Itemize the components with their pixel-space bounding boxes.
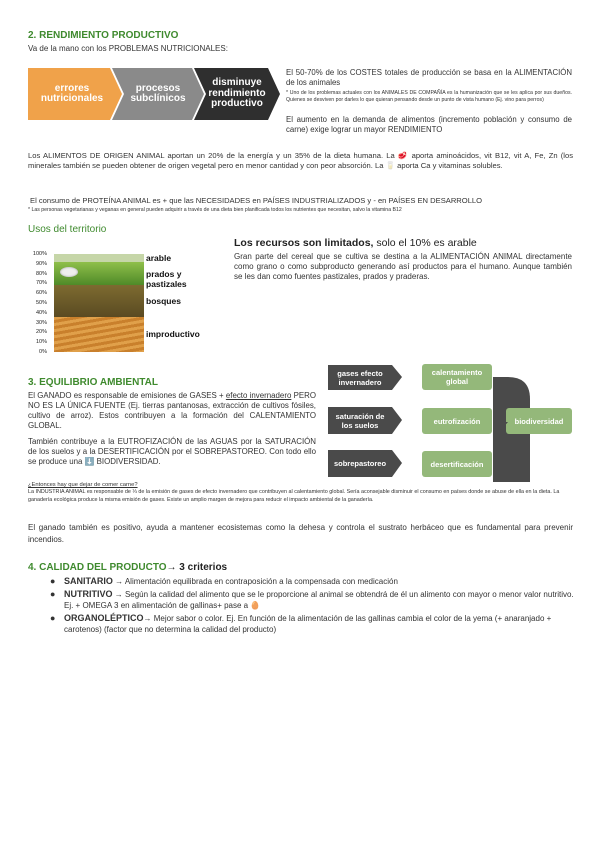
flow-disminuye: disminuye rendimiento productivo — [208, 77, 266, 110]
territory-layer-label: improductivo — [146, 329, 200, 340]
y-tick-label: 20% — [35, 329, 47, 336]
territory-layer-label: prados y pastizales — [146, 268, 187, 289]
gases-text-b: PERO NO ES LA ÚNICA FUENTE (Ej. tierras pantanosas, extracción de cultivos fósiles, cultivo de arroz). Estos contribuyen a la formación del CALENTAMIENTO GLOBAL. — [28, 391, 316, 430]
diagram-eutrofizacion: eutrofización — [433, 416, 481, 426]
territory-heading-rest: solo el 10% es arable — [373, 237, 477, 249]
criteria-name: NUTRITIVO — [64, 588, 113, 599]
territory-layer-label: arable — [146, 252, 172, 263]
criteria-text: → Según la calidad del alimento que se le proporcione al animal se obtendrá de él un alimento con mayor o menor valor nutritivo. Ej. + OMEGA 3 en alimentación de gallinas+ pase a 🥚 — [64, 589, 574, 610]
territory-title: Usos del territorio — [28, 224, 107, 235]
criteria-name: SANITARIO — [64, 576, 113, 586]
costes-text: El 50-70% de los COSTES totales de producción se basa en la ALIMENTACIÓN de los animales — [286, 68, 572, 87]
diagram-calentamiento: calentamiento global — [431, 368, 483, 386]
positive-text: El ganado también es positivo, ayuda a mantener ecosistemas como la dehesa y controla el sustrato herbáceo que es fundamental para prevenir incendios. — [28, 523, 573, 544]
flow-procesos: procesos subclínicos — [130, 82, 186, 104]
companion-note: * Uno de los problemas actuales con los ANIMALES DE COMPAÑÍA es la humanización que se les aplica por sus dueños. Quienes se desviven por darles lo que quieran pensando desde un punto de vista humano (Ej. vino para perros) — [286, 90, 572, 103]
demand-text: El aumento en la demanda de alimentos (incremento población y consumo de carne) exige lograr un mayor RENDIMIENTO — [286, 115, 572, 134]
territory-layer — [54, 317, 144, 352]
y-tick-label: 90% — [35, 260, 47, 267]
criteria-text: → Alimentación equilibrada en contraposición a la compensada con medicación — [112, 577, 398, 586]
territory-heading — [234, 237, 477, 249]
diagram-sobrepastoreo: sobrepastoreo — [333, 459, 387, 468]
bullet-icon: ● — [50, 612, 56, 623]
territory-layer — [54, 254, 144, 262]
diagram-desertificacion: desertificación — [430, 459, 484, 469]
section-4-title — [28, 562, 227, 573]
diagram-gases: gases efecto invernadero — [337, 368, 383, 387]
section-2-title: 2. RENDIMIENTO PRODUCTIVO — [28, 30, 179, 41]
section-4-title-b: → 3 criterios — [166, 562, 228, 573]
criteria-nutritivo — [28, 589, 576, 612]
diagram-saturacion: saturación de los suelos — [335, 411, 385, 430]
territory-layer — [54, 285, 144, 316]
criteria-text: → Mejor sabor o color. Ej. En función de la alimentación de las gallinas cambia el color de la yema (+ anaranjado + carotenos) (factor que no determina la calidad del producto) — [64, 613, 552, 634]
eutrofizacion-text: También contribuye a la EUTROFIZACIÓN de las AGUAS por la SATURACIÓN de los suelos y a la DESERTIFICACIÓN por el SOBREPASTOREO. Con todo ello se produce una ⬇️ BIODIVERSIDAD. — [28, 437, 316, 466]
y-tick-label: 80% — [35, 270, 47, 277]
y-tick-label: 10% — [35, 339, 47, 346]
flow-errores: errores nutricionales — [40, 82, 104, 104]
section-4-title-a: 4. CALIDAD DEL PRODUCTO — [28, 562, 167, 573]
section-3-title: 3. EQUILIBRIO AMBIENTAL — [28, 377, 158, 388]
vegan-note: * Las personas vegetarianas y veganas en general pueden adquirir a través de una dieta bien planificada todos los nutrientes que necesitan, salvo la vitamina B12 — [28, 207, 402, 213]
y-tick-label: 60% — [35, 290, 47, 297]
section-2-subtitle: Va de la mano con los PROBLEMAS NUTRICIONALES: — [28, 44, 228, 53]
y-tick-label: 30% — [35, 319, 47, 326]
y-tick-label: 40% — [35, 309, 47, 316]
gases-text-a: El GANADO es responsable de emisiones de GASES + — [28, 391, 226, 400]
question: ¿Entonces hay que dejar de comer carne? — [28, 482, 138, 488]
bullet-icon: ● — [50, 576, 56, 586]
protein-text: El consumo de PROTEÍNA ANIMAL es + que las NECESIDADES en PAÍSES INDUSTRIALIZADOS y - en PAÍSES EN DESARROLLO — [30, 196, 483, 205]
criteria-name: ORGANOLÉPTICO — [64, 612, 144, 623]
territory-heading-bold: Los recursos son limitados, — [234, 237, 374, 249]
question-answer: La INDUSTRIA ANIMAL es responsable de ⅓ de la emisión de gases de efecto invernadero que contribuyen al calentamiento global. Sería aconsejable disminuir el consumo en países donde se abuse de ella en la dieta. La ganadería ecológica produce la misma emisión de gases. Existe un amplio margen de mejora para reducir el impacto ambiental de la ganadería. — [28, 489, 560, 503]
criteria-sanitario — [28, 576, 576, 588]
territory-layer-label: bosques — [146, 296, 181, 307]
y-tick-label: 70% — [35, 280, 47, 287]
y-tick-label: 100% — [32, 251, 47, 257]
territory-paragraph: Gran parte del cereal que se cultiva se destina a la ALIMENTACIÓN ANIMAL directamente como grano o como subproducto generando así productos para el humano. Aunque también se les dan como fuentes pastizales, prados y praderas. — [234, 252, 572, 281]
diagram-biodiversidad: biodiversidad — [514, 416, 564, 426]
sheep-icon — [60, 267, 78, 277]
origin-text: Los ALIMENTOS DE ORIGEN ANIMAL aportan un 20% de la energía y un 35% de la dieta humana. La 🥩 aporta aminoácidos, vit B12, vit A, Fe, Zn (los minerales también se pueden obtener de origen vegetal pero en menor cantidad y con peor absorción. La 🥛 aporta Ca y vitaminas solubles. — [28, 151, 573, 170]
criteria-organoleptico — [28, 613, 576, 636]
bullet-icon: ● — [50, 588, 56, 599]
gases-text — [28, 391, 316, 431]
efecto-invernadero-link[interactable]: efecto invernadero — [225, 391, 292, 400]
y-tick-label: 0% — [39, 349, 47, 355]
y-tick-label: 50% — [35, 300, 47, 306]
criteria-list — [28, 576, 576, 637]
